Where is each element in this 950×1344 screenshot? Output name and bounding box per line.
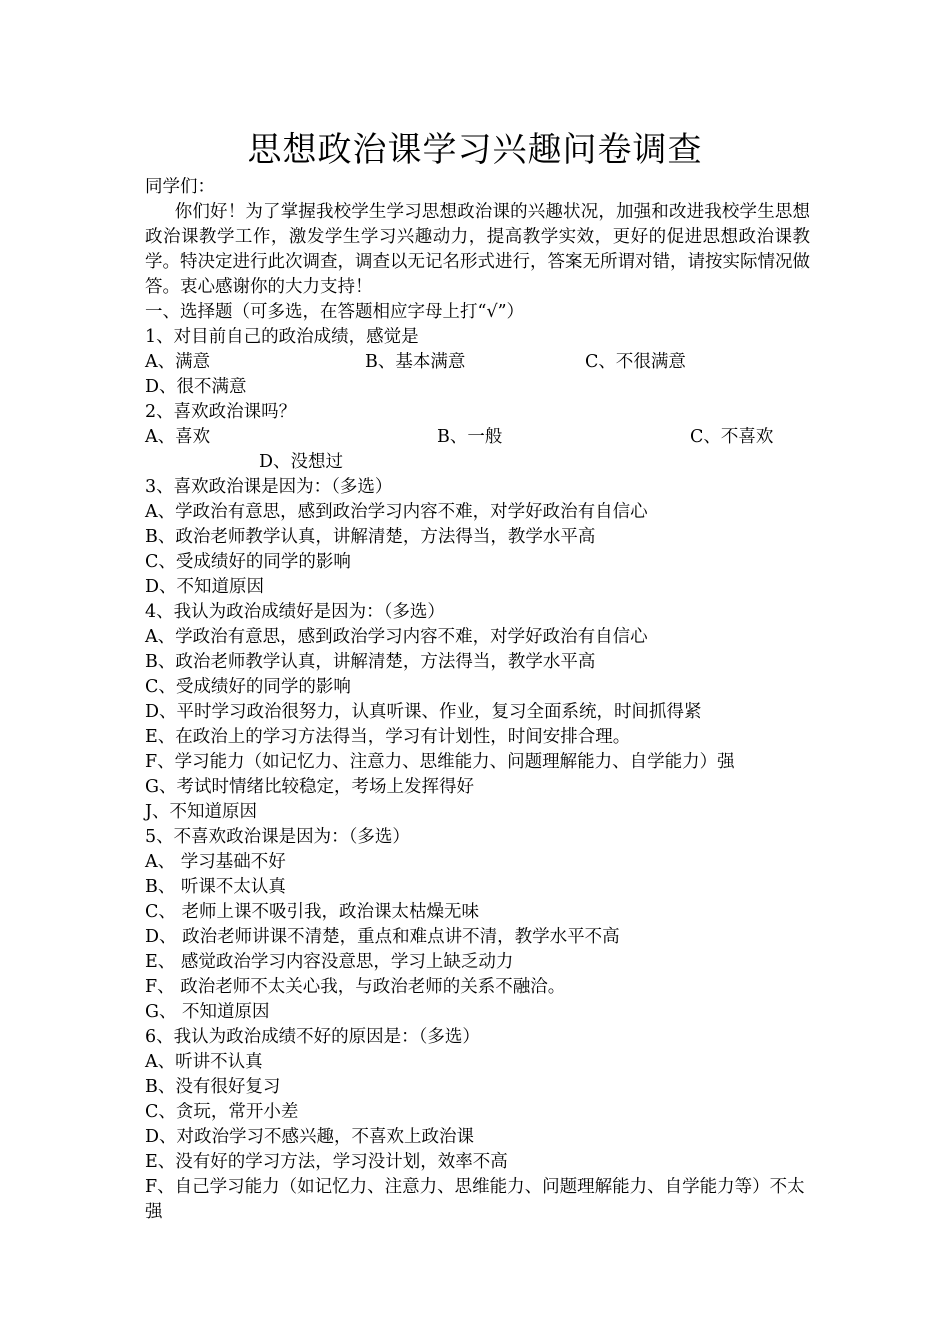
q5-option-g: G、 不知道原因: [145, 1002, 270, 1022]
q3-option-b: B、政治老师教学认真，讲解清楚，方法得当，教学水平高: [145, 527, 596, 547]
q2-option-a: A、喜欢: [145, 427, 211, 447]
q4-option-b: B、政治老师教学认真，讲解清楚，方法得当，教学水平高: [145, 652, 596, 672]
q2-option-b: B、一般: [437, 427, 503, 447]
q1-option-a: A、满意: [145, 352, 211, 372]
q4-option-c: C、受成绩好的同学的影响: [145, 677, 351, 697]
q4-option-a: A、学政治有意思，感到政治学习内容不难，对学好政治有自信心: [145, 627, 648, 647]
document-body: [145, 175, 810, 1225]
q3-option-d: D、不知道原因: [145, 577, 265, 597]
q5-option-d: D、 政治老师讲课不清楚，重点和难点讲不清，教学水平不高: [145, 927, 620, 947]
q5-option-b: B、 听课不太认真: [145, 877, 286, 897]
q4-option-g: G、考试时情绪比较稳定，考场上发挥得好: [145, 777, 474, 797]
page-title: 思想政治课学习兴趣问卷调查: [247, 130, 703, 170]
greeting: 同学们：: [145, 177, 215, 197]
question-2: 2、喜欢政治课吗？: [145, 402, 297, 422]
intro-paragraph: 你们好！为了掌握我校学生学习思想政治课的兴趣状况，加强和改进我校学生思想政治课教学工作，激发学生学习兴趣动力，提高教学实效，更好的促进思想政治课教学。特决定进行此次调查，调查以无记名形式进行，答案无所谓对错，请按实际情况做答。衷心感谢你的大力支持！: [145, 202, 810, 297]
question-4: 4、我认为政治成绩好是因为：（多选）: [145, 602, 445, 622]
q5-option-a: A、 学习基础不好: [145, 852, 286, 872]
question-1-options-row: [145, 350, 810, 375]
q6-option-a: A、听讲不认真: [145, 1052, 263, 1072]
section-heading: 一、选择题（可多选，在答题相应字母上打“√”）: [145, 302, 525, 322]
q6-option-f: F、自己学习能力（如记忆力、注意力、思维能力、问题理解能力、自学能力等）不太强: [145, 1177, 805, 1222]
q1-option-b: B、基本满意: [365, 352, 466, 372]
q1-option-c: C、不很满意: [585, 352, 686, 372]
q6-option-d: D、对政治学习不感兴趣，不喜欢上政治课: [145, 1127, 475, 1147]
q2-option-c: C、不喜欢: [690, 427, 774, 447]
q4-option-f: F、学习能力（如记忆力、注意力、思维能力、问题理解能力、自学能力）强: [145, 752, 735, 772]
q2-option-d: D、没想过: [259, 452, 344, 472]
q3-option-c: C、受成绩好的同学的影响: [145, 552, 351, 572]
q5-option-c: C、 老师上课不吸引我，政治课太枯燥无味: [145, 902, 479, 922]
question-2-options-row-2: [145, 450, 810, 475]
q1-option-d: D、很不满意: [145, 377, 247, 397]
question-3: 3、喜欢政治课是因为：（多选）: [145, 477, 393, 497]
q4-option-d: D、平时学习政治很努力，认真听课、作业，复习全面系统，时间抓得紧: [145, 702, 702, 722]
q6-option-e: E、没有好的学习方法，学习没计划，效率不高: [145, 1152, 508, 1172]
q4-option-j: J、不知道原因: [145, 802, 258, 822]
q6-option-c: C、贪玩，常开小差: [145, 1102, 299, 1122]
q5-option-e: E、 感觉政治学习内容没意思，学习上缺乏动力: [145, 952, 514, 972]
q5-option-f: F、 政治老师不太关心我，与政治老师的关系不融洽。: [145, 977, 566, 997]
q3-option-a: A、学政治有意思，感到政治学习内容不难，对学好政治有自信心: [145, 502, 648, 522]
question-2-options-row: [145, 425, 810, 450]
question-5: 5、不喜欢政治课是因为：（多选）: [145, 827, 410, 847]
question-1: 1、对目前自己的政治成绩，感觉是: [145, 327, 419, 347]
question-6: 6、我认为政治成绩不好的原因是：（多选）: [145, 1027, 480, 1047]
q4-option-e: E、在政治上的学习方法得当，学习有计划性，时间安排合理。: [145, 727, 631, 747]
q6-option-b: B、没有很好复习: [145, 1077, 281, 1097]
